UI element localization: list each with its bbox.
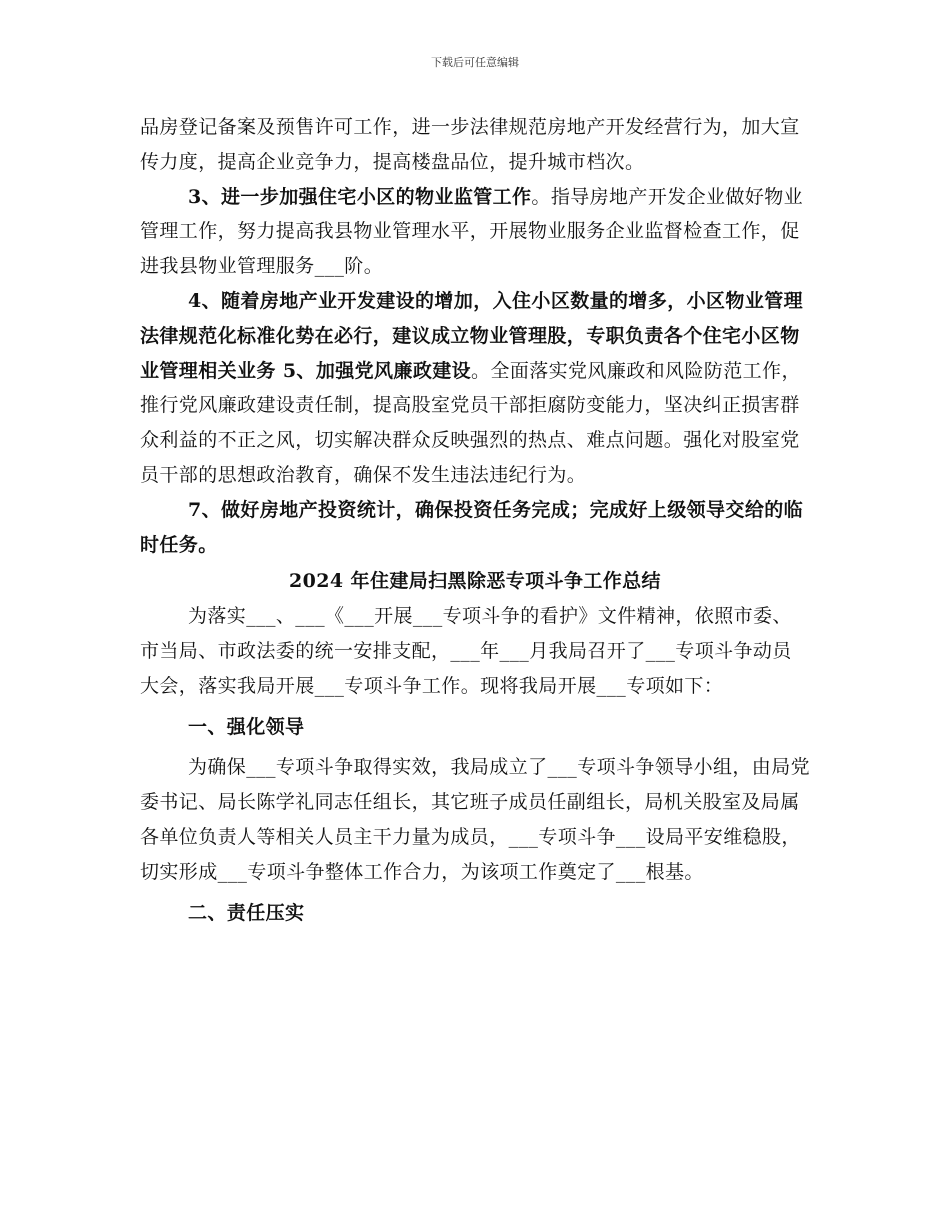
paragraph-item-7: 7、做好房地产投资统计，确保投资任务完成；完成好上级领导交给的临时任务。 xyxy=(140,498,804,556)
item-4-heading: 4、随着房地产业开发建设的增加，入住小区数量的增多，小区物业管理法律规范化标准化势在必行，建议成立物业管理股，专职负责各个住宅小区物业管理相关业务 5、加强党风廉政建设 xyxy=(140,289,804,382)
heading-responsibility: 二、责任压实 xyxy=(188,901,305,924)
section-title: 2024 年住建局扫黑除恶专项斗争工作总结 xyxy=(289,570,661,593)
paragraph-item-3 xyxy=(140,180,810,284)
paragraph-item-4 xyxy=(140,284,810,493)
paragraph-intro: 为落实___、___《___开展___专项斗争的看护》文件精神，依照市委、市当局、市政法委的统一安排支配，___年___月我局召开了___专项斗争动员大会，落实我局开展___专项斗争工作。现将我局开展___专项如下： xyxy=(140,605,792,697)
paragraph-leadership: 为确保___专项斗争取得实效，我局成立了___专项斗争领导小组，由局党委书记、局长陈学礼同志任组长，其它班子成员任副组长，局机关股室及局属各单位负责人等相关人员主干力量为成员，___专项斗争___设局平安维稳股，切实形成___专项斗争整体工作合力，为该项工作奠定了___根基。 xyxy=(140,756,811,883)
document-body xyxy=(140,110,810,930)
item-3-text: 。指导房地产开发企业做好物业管理工作，努力提高我县物业管理水平，开展物业服务企业监督检查工作，促进我县物业管理服务___阶。 xyxy=(140,185,804,278)
item-4-text: 。全面落实党风廉政和风险防范工作，推行党风廉政建设责任制，提高股室党员干部拒腐防变能力，坚决纠正损害群众利益的不正之风，切实解决群众反映强烈的热点、难点问题。强化对股室党员干部的思想政治教育，确保不发生违法违纪行为。 xyxy=(140,359,801,486)
paragraph-1: 品房登记备案及预售许可工作，进一步法律规范房地产开发经营行为，加大宣传力度，提高企业竞争力，提高楼盘品位，提升城市档次。 xyxy=(140,116,800,173)
page-header: 下载后可任意编辑 xyxy=(431,56,519,69)
heading-strengthen-leadership: 一、强化领导 xyxy=(188,715,305,738)
item-3-heading: 3、进一步加强住宅小区的物业监管工作 xyxy=(188,185,532,208)
